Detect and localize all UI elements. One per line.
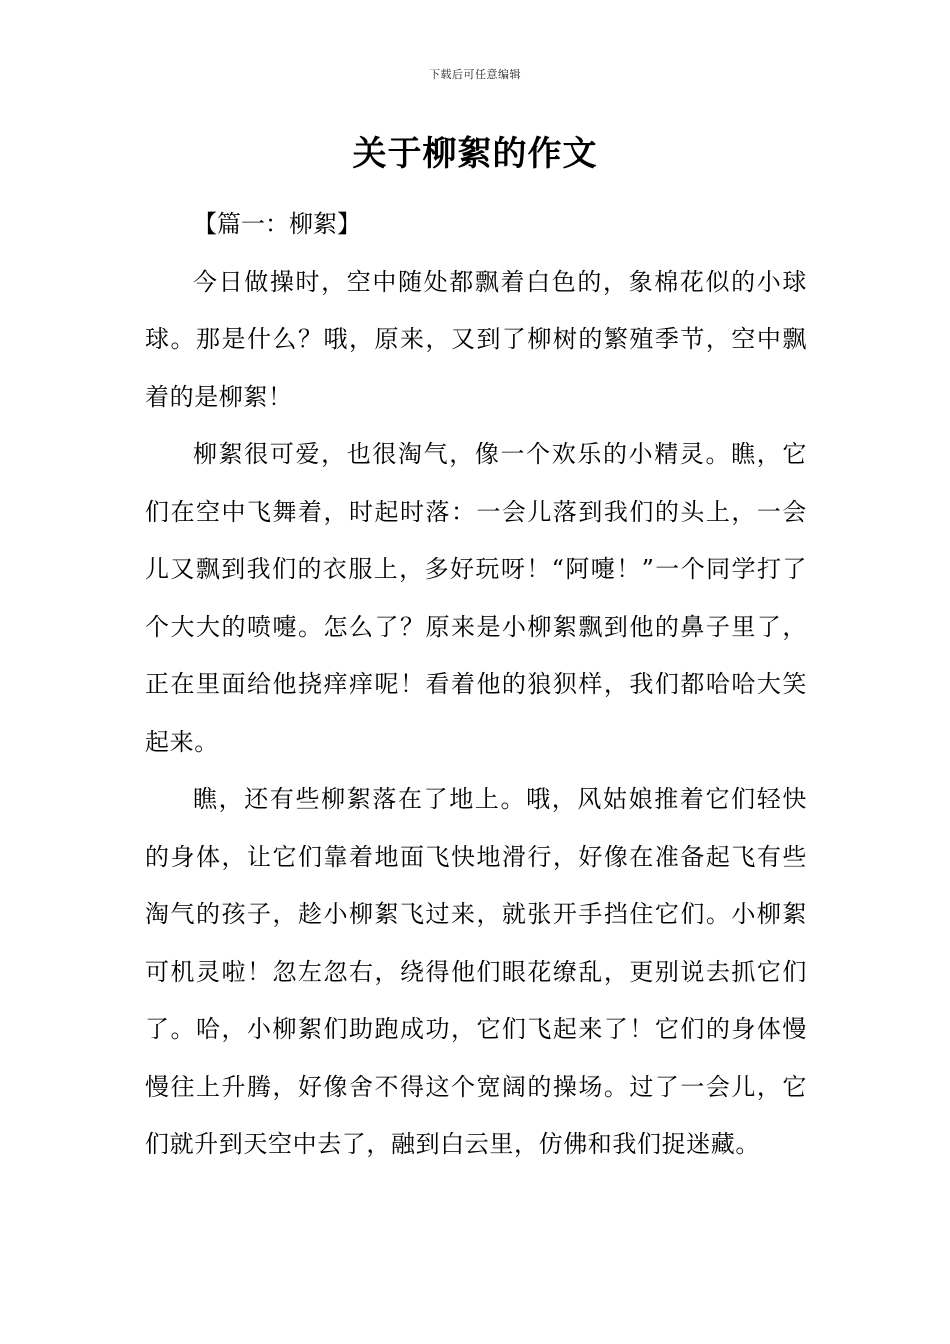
header-note: 下载后可任意编辑 xyxy=(429,68,521,81)
paragraph: 柳絮很可爱，也很淘气，像一个欢乐的小精灵。瞧，它们在空中飞舞着，时起时落：一会儿落到我们的头上，一会儿又飘到我们的衣服上，多好玩呀！“阿嚏！”一个同学打了个大大的喷嚏。怎么了？原来是小柳絮飘到他的鼻子里了，正在里面给他挠痒痒呢！看着他的狼狈样，我们都哈哈大笑起来。 xyxy=(145,440,807,756)
paragraph: 瞧，还有些柳絮落在了地上。哦，风姑娘推着它们轻快的身体，让它们靠着地面飞快地滑行，好像在准备起飞有些淘气的孩子，趁小柳絮飞过来，就张开手挡住它们。小柳絮可机灵啦！忽左忽右，绕得他们眼花缭乱，更别说去抓它们了。哈，小柳絮们助跑成功，它们飞起来了！它们的身体慢慢往上升腾，好像舍不得这个宽阔的操场。过了一会儿，它们就升到天空中去了，融到白云里，仿佛和我们捉迷藏。 xyxy=(145,785,807,1158)
section-heading: 【篇一：柳絮】 xyxy=(193,210,361,238)
document-body xyxy=(145,196,807,1174)
document-title: 关于柳絮的作文 xyxy=(352,134,598,174)
paragraph: 今日做操时，空中随处都飘着白色的，象棉花似的小球球。那是什么？哦，原来，又到了柳树的繁殖季节，空中飘着的是柳絮！ xyxy=(145,267,807,411)
